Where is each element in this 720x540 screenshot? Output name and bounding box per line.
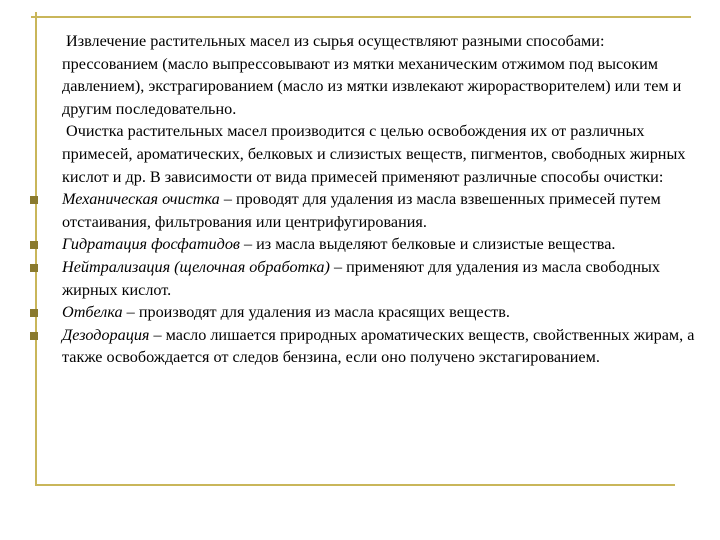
top-rule (31, 16, 691, 18)
square-bullet-icon (30, 309, 38, 317)
paragraph-refining-text: Очистка растительных масел производится с целью освобождения их от различных примесей, ароматических, белковых и слизистых веществ, пигментов, свободных жирных кислот и др. В зависимости от вида примесей применяют различные способы очистки: (62, 122, 686, 186)
bottom-rule (35, 484, 675, 486)
list-item-term: Гидратация фосфатидов (62, 235, 240, 254)
paragraph-refining (62, 120, 702, 188)
list-item-text: – производят для удаления из масла красящих веществ. (122, 303, 510, 322)
list-item-text: – масло лишается природных ароматических веществ, свойственных жирам, а также освобождается от следов бензина, если оно получено экстагированием. (62, 325, 695, 367)
square-bullet-icon (30, 241, 38, 249)
paragraph-extraction (62, 30, 702, 120)
list-item-text: – проводят для удаления из масла взвешенных примесей путем отстаивания, фильтрования или центрифугирования. (62, 190, 661, 231)
list-item-term: Нейтрализация (щелочная обработка) (62, 257, 330, 276)
list-item-term: Механическая очистка (62, 190, 220, 209)
paragraph-extraction-text: Извлечение растительных масел из сырья осуществляют разными способами: прессованием (масло выпрессовывают из мятки механическим отжимом под высоким давлением), экстрагированием (масло из мятки извлекают жирорастворителем) или тем и другим последовательно. (62, 32, 682, 118)
square-bullet-icon (30, 264, 38, 272)
list-item-text: – применяют для удаления из масла свободных жирных кислот. (62, 257, 661, 299)
list-item (62, 324, 702, 369)
list-item-term: Дезодорация (62, 325, 150, 344)
square-bullet-icon (30, 332, 38, 340)
square-bullet-icon (30, 196, 38, 204)
list-item-text: – из масла выделяют белковые и слизистые вещества. (239, 235, 616, 254)
list-item (62, 233, 702, 256)
list-item (62, 256, 702, 301)
list-item (62, 301, 702, 324)
list-item-term: Отбелка (62, 303, 123, 322)
slide-text (62, 30, 702, 369)
list-item (62, 188, 702, 233)
